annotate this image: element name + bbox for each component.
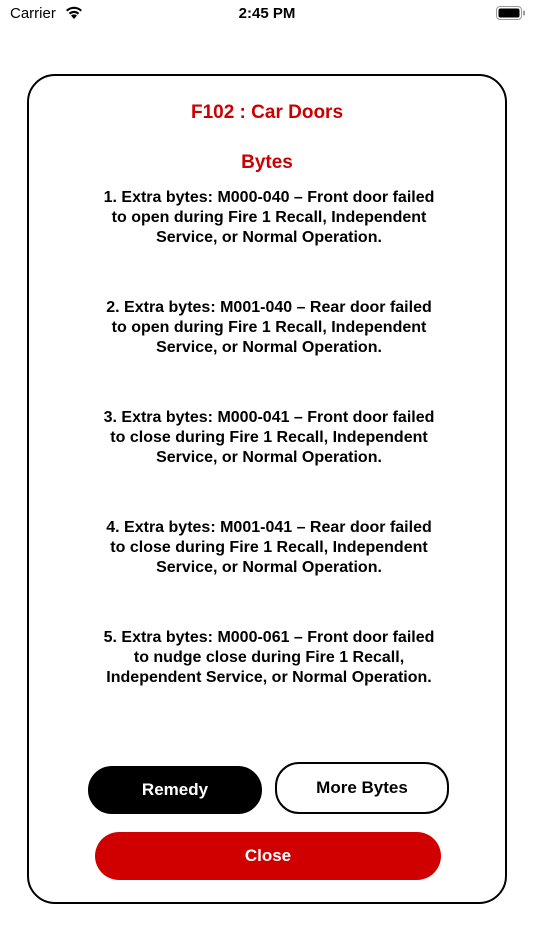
status-bar	[0, 0, 534, 28]
byte-line: Independent Service, or Normal Operation.	[106, 669, 432, 686]
bytes-section-title: Bytes	[241, 152, 293, 173]
byte-line: 1. Extra bytes: M000-040 – Front door failed	[103, 189, 435, 206]
byte-line: 2. Extra bytes: M001-040 – Rear door failed	[106, 299, 432, 316]
byte-item	[69, 628, 469, 738]
more-bytes-button[interactable]: More Bytes	[275, 762, 449, 814]
byte-line: to open during Fire 1 Recall, Independent	[111, 319, 427, 336]
byte-item	[69, 518, 469, 628]
byte-line: 3. Extra bytes: M000-041 – Front door failed	[103, 409, 435, 426]
byte-line: 4. Extra bytes: M001-041 – Rear door failed	[106, 519, 432, 536]
byte-item	[69, 188, 469, 298]
byte-line: Service, or Normal Operation.	[156, 339, 382, 356]
fault-title: F102 : Car Doors	[190, 102, 344, 123]
remedy-button[interactable]: Remedy	[88, 766, 262, 814]
byte-item	[69, 298, 469, 408]
byte-line: to open during Fire 1 Recall, Independent	[111, 209, 427, 226]
byte-line: Service, or Normal Operation.	[156, 449, 382, 466]
byte-line: to close during Fire 1 Recall, Independent	[110, 429, 428, 446]
byte-line: to close during Fire 1 Recall, Independent	[110, 539, 428, 556]
byte-item	[69, 408, 469, 518]
byte-line: Service, or Normal Operation.	[156, 229, 382, 246]
carrier-label: Carrier	[10, 5, 56, 22]
byte-line: 5. Extra bytes: M000-061 – Front door failed	[103, 629, 435, 646]
byte-line: Service, or Normal Operation.	[156, 559, 382, 576]
fault-detail-card	[27, 74, 507, 904]
bytes-list	[69, 188, 469, 738]
byte-line: to nudge close during Fire 1 Recall,	[133, 649, 405, 666]
clock: 2:45 PM	[238, 5, 296, 22]
battery-icon	[496, 6, 526, 20]
close-button[interactable]: Close	[95, 832, 441, 880]
